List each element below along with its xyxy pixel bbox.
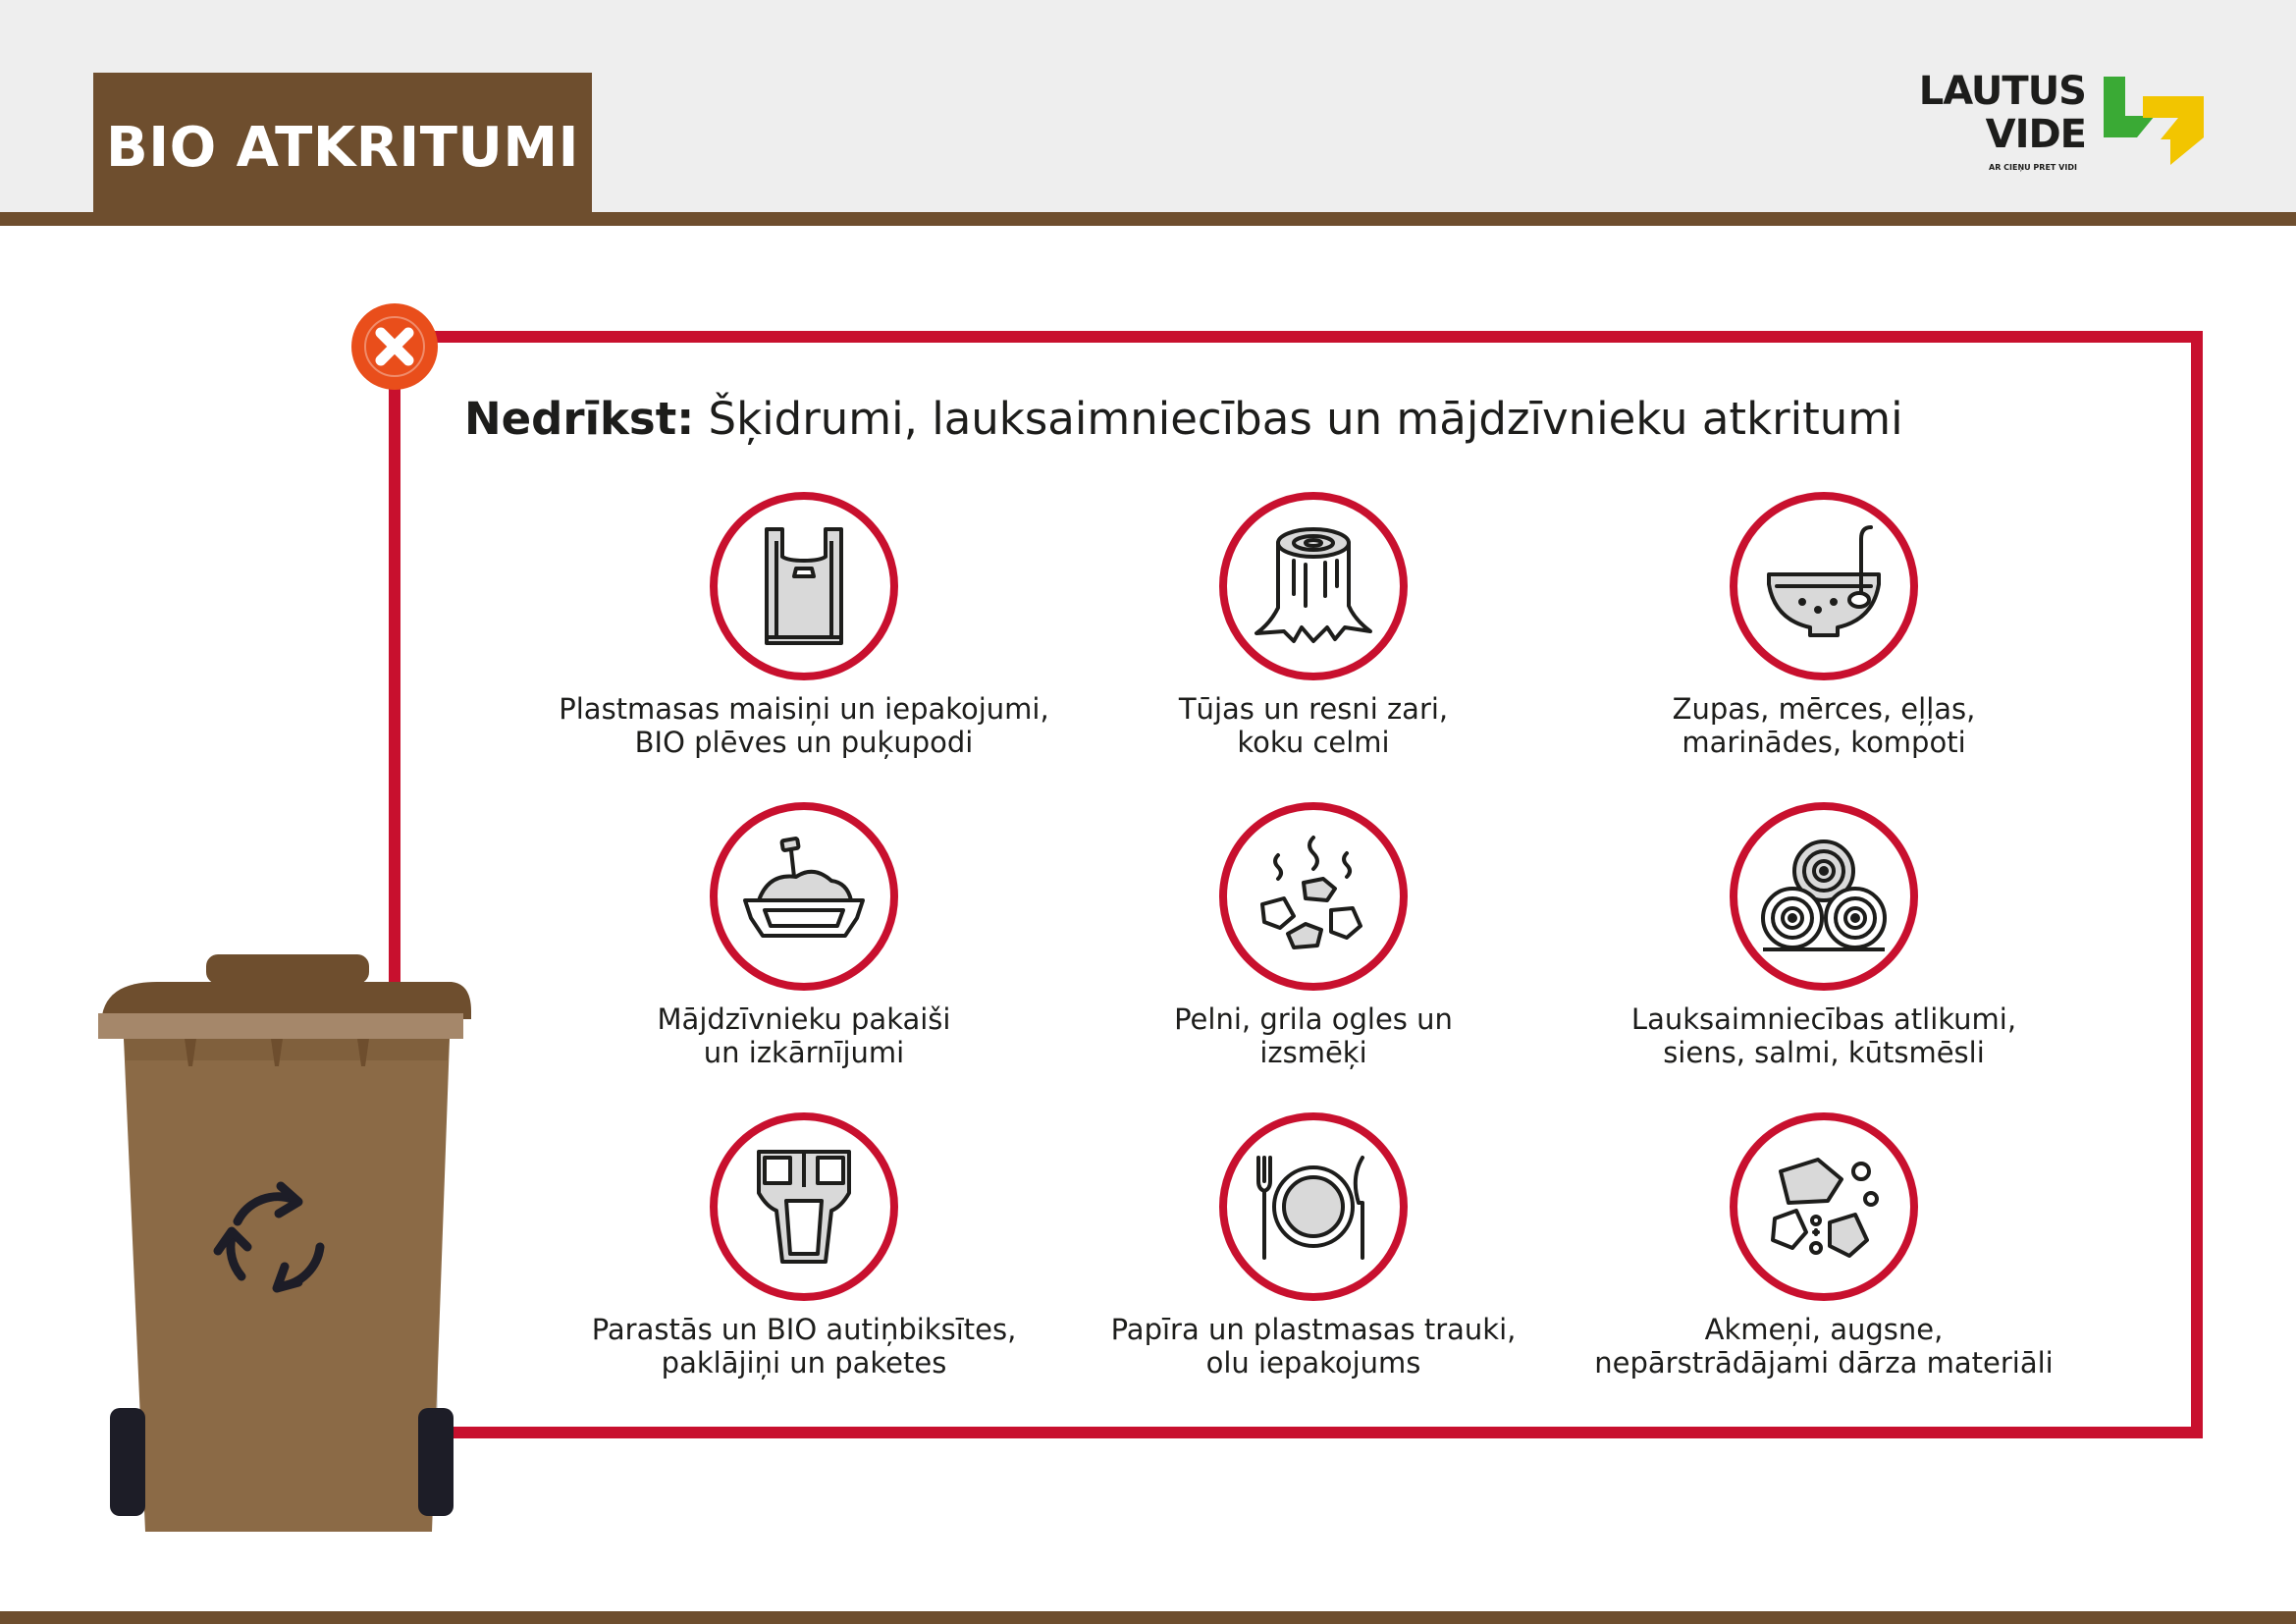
caption-line: BIO plēves un puķupodi xyxy=(634,726,974,759)
caption-line: Tūjas un resni zari, xyxy=(1178,692,1449,726)
hay-bales-icon xyxy=(1755,828,1893,965)
item-caption xyxy=(1529,692,2118,759)
icon-badge xyxy=(1219,1112,1408,1301)
icon-badge xyxy=(1219,492,1408,680)
soup-bowl-icon xyxy=(1755,517,1893,655)
caption-line: marinādes, kompoti xyxy=(1682,726,1966,759)
caption-line: olu iepakojums xyxy=(1205,1346,1421,1380)
coals-icon xyxy=(1245,828,1382,965)
caption-line: nepārstrādājami dārza materiāli xyxy=(1594,1346,2054,1380)
notice-heading xyxy=(464,393,1903,445)
footer-divider xyxy=(0,1611,2296,1624)
notice-text: Šķidrumi, lauksaimniecības un mājdzīvnieku atkritumi xyxy=(708,393,1903,445)
caption-line: Papīra un plastmasas trauki, xyxy=(1110,1313,1517,1346)
diaper-icon xyxy=(735,1138,873,1275)
caption-line: izsmēķi xyxy=(1259,1036,1367,1069)
caption-line: Mājdzīvnieku pakaiši xyxy=(657,1002,951,1036)
header-divider xyxy=(0,212,2296,226)
item-caption xyxy=(509,1002,1098,1069)
lautus-vide-logo xyxy=(1918,69,2209,177)
tree-stump-icon xyxy=(1245,517,1382,655)
plastic-bag-icon xyxy=(735,517,873,655)
caption-line: Zupas, mērces, eļļas, xyxy=(1672,692,1976,726)
caption-line: Akmeņi, augsne, xyxy=(1704,1313,1944,1346)
icon-badge xyxy=(710,1112,898,1301)
icon-badge xyxy=(710,802,898,991)
caption-line: un izkārnījumi xyxy=(703,1036,905,1069)
item-caption xyxy=(509,1313,1098,1380)
logo-text-line1: LAUTUS xyxy=(1918,69,2086,114)
icon-badge xyxy=(1219,802,1408,991)
caption-line: koku celmi xyxy=(1237,726,1390,759)
page-title: BIO ATKRITUMI xyxy=(93,73,592,212)
item-caption xyxy=(1019,1002,1608,1069)
plate-cutlery-icon xyxy=(1245,1138,1382,1275)
caption-line: Lauksaimniecības atlikumi, xyxy=(1630,1002,2017,1036)
caption-line: Pelni, grila ogles un xyxy=(1174,1002,1453,1036)
caption-line: siens, salmi, kūtsmēsli xyxy=(1663,1036,1985,1069)
brown-waste-bin xyxy=(88,952,501,1542)
prohibited-x-icon xyxy=(349,301,440,392)
notice-bold: Nedrīkst: xyxy=(464,393,695,445)
icon-badge xyxy=(1730,492,1918,680)
icon-badge xyxy=(1730,802,1918,991)
caption-line: Plastmasas maisiņi un iepakojumi, xyxy=(559,692,1049,726)
stones-icon xyxy=(1755,1138,1893,1275)
logo-text-line2: VIDE xyxy=(1985,112,2086,157)
caption-line: Parastās un BIO autiņbiksītes, xyxy=(591,1313,1017,1346)
icon-badge xyxy=(710,492,898,680)
item-caption xyxy=(1529,1002,2118,1069)
logo-mark-icon xyxy=(2096,73,2209,166)
icon-badge xyxy=(1730,1112,1918,1301)
item-caption xyxy=(509,692,1098,759)
item-caption xyxy=(1019,692,1608,759)
item-caption xyxy=(1529,1313,2118,1380)
caption-line: paklājiņi un paketes xyxy=(661,1346,947,1380)
item-caption xyxy=(1019,1313,1608,1380)
logo-tagline: AR CIEŅU PRET VIDI xyxy=(1989,163,2077,172)
litter-box-icon xyxy=(735,828,873,965)
